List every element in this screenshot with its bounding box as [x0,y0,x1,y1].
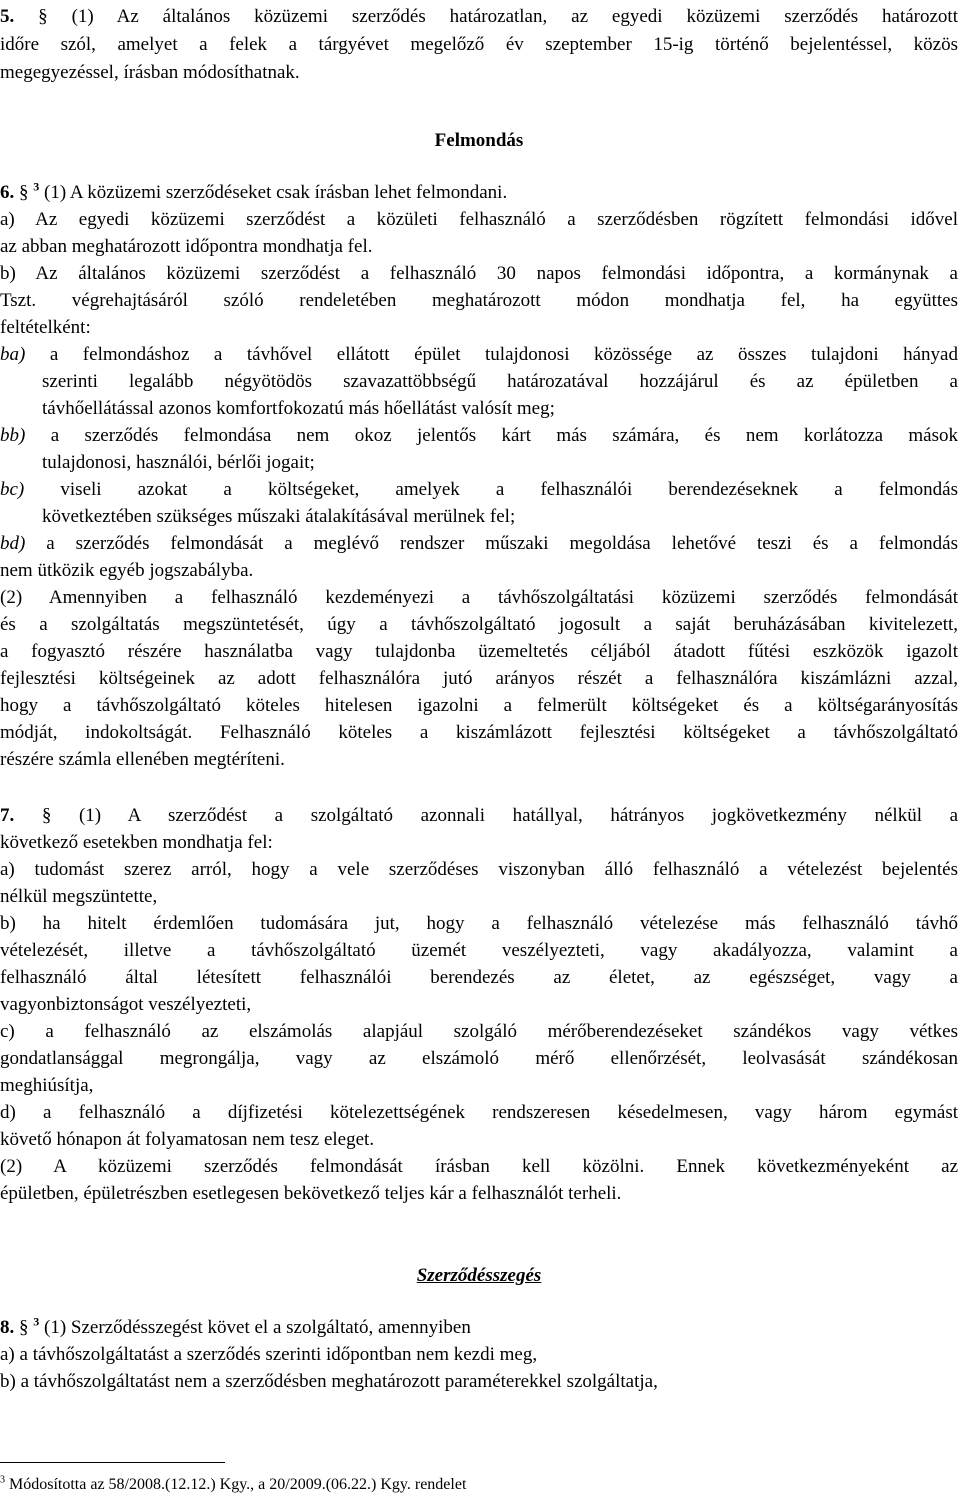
s7-text-1: (1) A szerződést a szolgáltató azonnali hatállyal, hátrányos jogkövetkezmény nélkül a [51,805,959,826]
s8-a-line: a) a távhőszolgáltatást a szerződés szerinti időpontban nem kezdi meg, [0,1344,538,1365]
s6-ba-line-2: szerinti legalább négyötödös szavazattöbbségű határozatával hozzájárul és az épületben a [42,371,958,392]
section-sign: § [38,6,48,27]
s6-p2-line-1: (2) Amennyiben a felhasználó kezdeményezi a távhőszolgáltatási közüzemi szerződés felmondását [0,587,958,608]
s6-bb-line-1 [0,423,958,449]
s6-bb-text-1: a szerződés felmondása nem okoz jelentős kárt más számára, és nem korlátozza mások [25,425,958,446]
footnote-ref: 3 [33,179,40,194]
s6-p2-line-7: részére számla ellenében megtéríteni. [0,749,285,770]
s5-line-3: megegyezéssel, írásban módosíthatnak. [0,62,300,83]
item-label-bd: bd) [0,533,26,554]
footnote-mark: 3 [0,1474,5,1486]
s7-c-line-1: c) a felhasználó az elszámolás alapjául szolgáló mérőberendezéseket szándékos vagy vétkes [0,1021,958,1042]
s7-c-line-3: meghiúsítja, [0,1075,94,1096]
s6-b-line-2: Tszt. végrehajtásáról szóló rendeletében meghatározott módon mondhatja fel, ha együttes [0,290,958,311]
s7-a-line-2: nélkül megszüntette, [0,886,158,907]
section-sign: § [41,805,52,826]
s7-line-1 [0,803,958,829]
s6-bc-line-1 [0,477,958,503]
s5-line-2: időre szól, amelyet a felek a tárgyévet megelőző év szeptember 15-ig történő bejelentéssel, közös [0,34,958,55]
footnote [0,1475,466,1495]
s6-bd-line-2: nem ütközik egyéb jogszabályba. [0,560,254,581]
item-label-bb: bb) [0,425,26,446]
s6-a-line-2: az abban meghatározott időpontra mondhatja fel. [0,236,373,257]
s7-b-line-3: felhasználó által létesített felhasználói berendezés az életet, az egészséget, vagy a [0,967,958,988]
s6-bb-line-2: tulajdonosi, használói, bérlői jogait; [42,452,315,473]
s6-ba-line-1 [0,342,958,368]
s7-p2-line-2: épületben, épületrészben esetlegesen bekövetkező teljes kár a felhasználót terheli. [0,1183,622,1204]
s6-b-line-3: feltételként: [0,317,91,338]
footnote-divider [0,1462,225,1463]
s8-b-line: b) a távhőszolgáltatást nem a szerződésben meghatározott paraméterekkel szolgáltatja, [0,1371,658,1392]
item-label-ba: ba) [0,344,26,365]
s6-bd-text-1: a szerződés felmondását a meglévő rendszer műszaki megoldása lehetővé teszi és a felmondás [25,533,958,554]
s5-text-1: (1) Az általános közüzemi szerződés határozatlan, az egyedi közüzemi szerződés határozott [47,6,958,27]
s6-bd-line-1 [0,531,958,557]
s7-a-line-1: a) tudomást szerez arról, hogy a vele szerződéses viszonyban álló felhasználó a vételezést bejelentés [0,859,958,880]
s6-p2-line-6: módját, indokoltságát. Felhasználó köteles a kiszámlázott fejlesztési költségeket a távhőszolgáltató [0,722,958,743]
s6-p2-line-5: hogy a távhőszolgáltató köteles hitelesen igazolni a felmerült költségeket és a költségarányosítás [0,695,958,716]
s6-p2-line-4: fejlesztési költségeinek az adott felhasználóra jutó arányos részét a felhasználóra kiszámlázni azzal, [0,668,958,689]
s6-p2-line-3: a fogyasztó részére használatba vagy tulajdonba üzemeltetés céljából átadott fűtési eszközök igazolt [0,641,958,662]
s6-number: 6. [0,182,15,203]
s7-number: 7. [0,805,15,826]
s6-a-line-1: a) Az egyedi közüzemi szerződést a közületi felhasználó a szerződésben rögzített felmondási idővel [0,209,958,230]
s5-number: 5. [0,6,15,27]
s7-b-line-2: vételezését, illetve a távhőszolgáltató üzemét veszélyezteti, vagy akadályozza, valamint a [0,940,958,961]
s5-line-1 [0,4,958,30]
footnote-ref: 3 [33,1314,40,1329]
s7-b-line-4: vagyonbiztonságot veszélyezteti, [0,994,252,1015]
s6-ba-line-3: távhőellátással azonos komfortfokozatú más hőellátást valósít meg; [42,398,555,419]
s6-p2-line-2: és a szolgáltatás megszüntetését, úgy a távhőszolgáltató jogosult a saját beruházásában kivitelezett, [0,614,958,635]
s6-bc-text-1: viseli azokat a költségeket, amelyek a felhasználói berendezéseknek a felmondás [24,479,958,500]
s6-bc-line-2: következtében szükséges műszaki átalakításával merülnek fel; [42,506,516,527]
section-sign: § [19,182,29,203]
s7-c-line-2: gondatlansággal megrongálja, vagy az elszámoló mérő ellenőrzését, leolvasását szándékosan [0,1048,958,1069]
s7-d-line-1: d) a felhasználó a díjfizetési kötelezettségének rendszeresen késedelmesen, vagy három egymást [0,1102,958,1123]
s8-number: 8. [0,1317,15,1338]
section-sign: § [19,1317,29,1338]
footnote-text: Módosította az 58/2008.(12.12.) Kgy., a 20/2009.(06.22.) Kgy. rendelet [5,1476,467,1493]
item-label-bc: bc) [0,479,25,500]
s8-line-1 [0,1315,958,1341]
s6-ba-text-1: a felmondáshoz a távhővel ellátott épület tulajdonosi közössége az összes tulajdoni hányad [25,344,958,365]
heading-felmondas: Felmondás [434,130,524,151]
s6-b-line-1: b) Az általános közüzemi szerződést a felhasználó 30 napos felmondási időpontra, a kormánynak a [0,263,958,284]
s6-line-1 [0,180,958,206]
s7-p2-line-1: (2) A közüzemi szerződés felmondását írásban kell közölni. Ennek következményeként az [0,1156,958,1177]
heading-szerzodesszeges: Szerződésszegés [416,1265,542,1286]
s7-b-line-1: b) ha hitelt érdemlően tudomására jut, hogy a felhasználó vételezése más felhasználó távhő [0,913,958,934]
s8-text-1: (1) Szerződésszegést követ el a szolgáltató, amennyiben [39,1317,471,1338]
s7-d-line-2: követő hónapon át folyamatosan nem tesz eleget. [0,1129,375,1150]
s6-text-1: (1) A közüzemi szerződéseket csak írásban lehet felmondani. [39,182,508,203]
s7-line-2: következő esetekben mondhatja fel: [0,832,273,853]
